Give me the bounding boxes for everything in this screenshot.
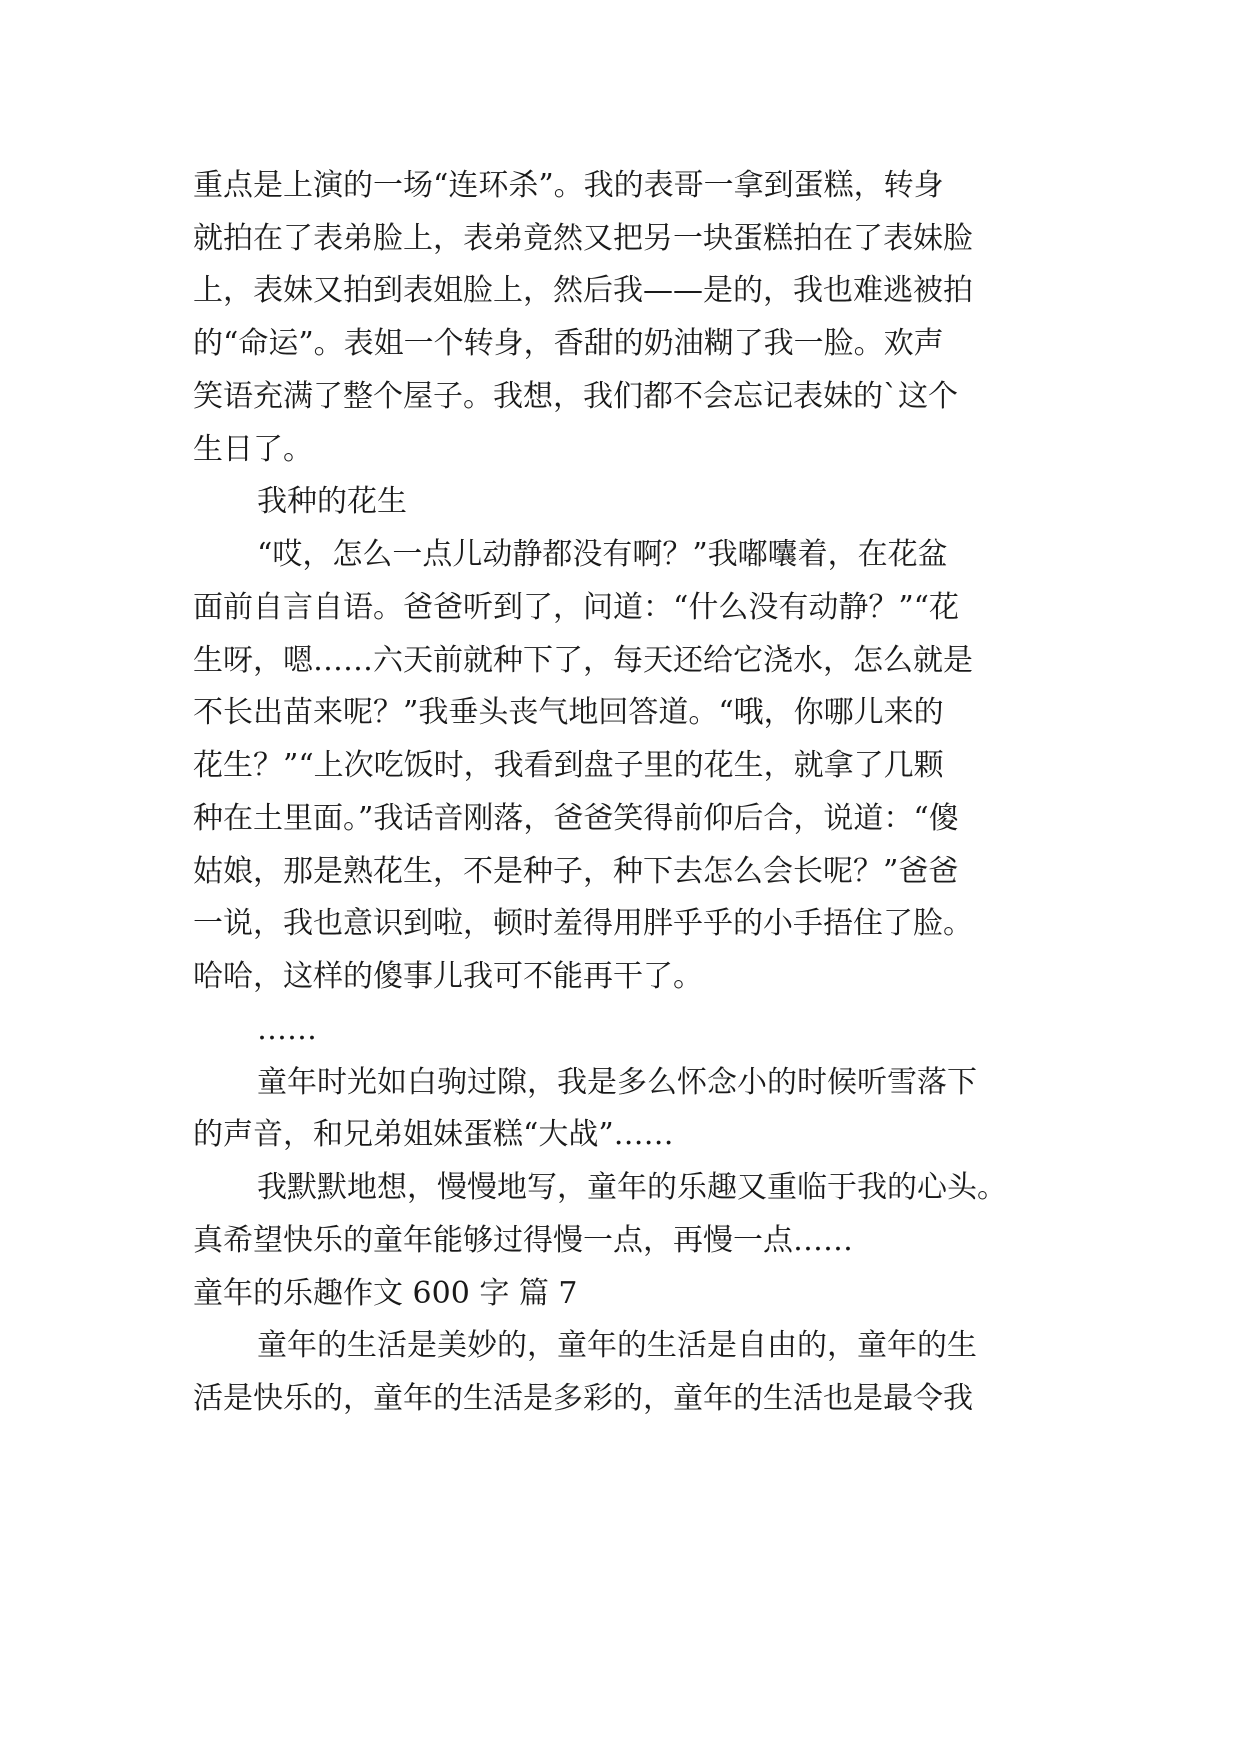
text-line: 不长出苗来呢？”我垂头丧气地回答道。“哦，你哪儿来的 [193,695,944,730]
text-line: 我默默地想，慢慢地写，童年的乐趣又重临于我的心头。 [257,1170,1007,1205]
text-line: 一说，我也意识到啦，顿时羞得用胖乎乎的小手捂住了脸。 [193,906,973,941]
text-line: 花生？”“上次吃饭时，我看到盘子里的花生，就拿了几颗 [193,748,944,783]
text-line: 的“命运”。表姐一个转身，香甜的奶油糊了我一脸。欢声 [193,326,944,361]
text-line: 生呀，嗯……六天前就种下了，每天还给它浇水，怎么就是 [193,643,973,678]
text-line: 上，表妹又拍到表姐脸上，然后我——是的，我也难逃被拍 [193,273,973,308]
text-line: 生日了。 [193,432,313,467]
text-line: 姑娘，那是熟花生，不是种子，种下去怎么会长呢？”爸爸 [193,854,959,889]
ellipsis-line: …… [257,1012,317,1047]
text-line: 笑语充满了整个屋子。我想，我们都不会忘记表妹的`这个 [193,379,958,414]
text-line: 哈哈，这样的傻事儿我可不能再干了。 [193,959,703,994]
text-line: 真希望快乐的童年能够过得慢一点，再慢一点…… [193,1223,853,1258]
text-line: 面前自言自语。爸爸听到了，问道：“什么没有动静？”“花 [193,590,960,625]
section-heading: 我种的花生 [257,484,407,519]
article-title: 童年的乐趣作文 600 字 篇 7 [193,1276,578,1311]
text-line: 童年的生活是美妙的，童年的生活是自由的，童年的生 [257,1328,977,1363]
text-line: “哎，怎么一点儿动静都没有啊？”我嘟囔着，在花盆 [257,537,948,572]
text-line: 就拍在了表弟脸上，表弟竟然又把另一块蛋糕拍在了表妹脸 [193,221,973,256]
text-line: 的声音，和兄弟姐妹蛋糕“大战”…… [193,1117,674,1152]
text-line: 童年时光如白驹过隙，我是多么怀念小的时候听雪落下 [257,1065,977,1100]
text-line: 重点是上演的一场“连环杀”。我的表哥一拿到蛋糕，转身 [193,168,944,203]
text-line: 活是快乐的，童年的生活是多彩的，童年的生活也是最令我 [193,1381,973,1416]
text-line: 种在土里面。”我话音刚落，爸爸笑得前仰后合，说道：“傻 [193,801,959,836]
